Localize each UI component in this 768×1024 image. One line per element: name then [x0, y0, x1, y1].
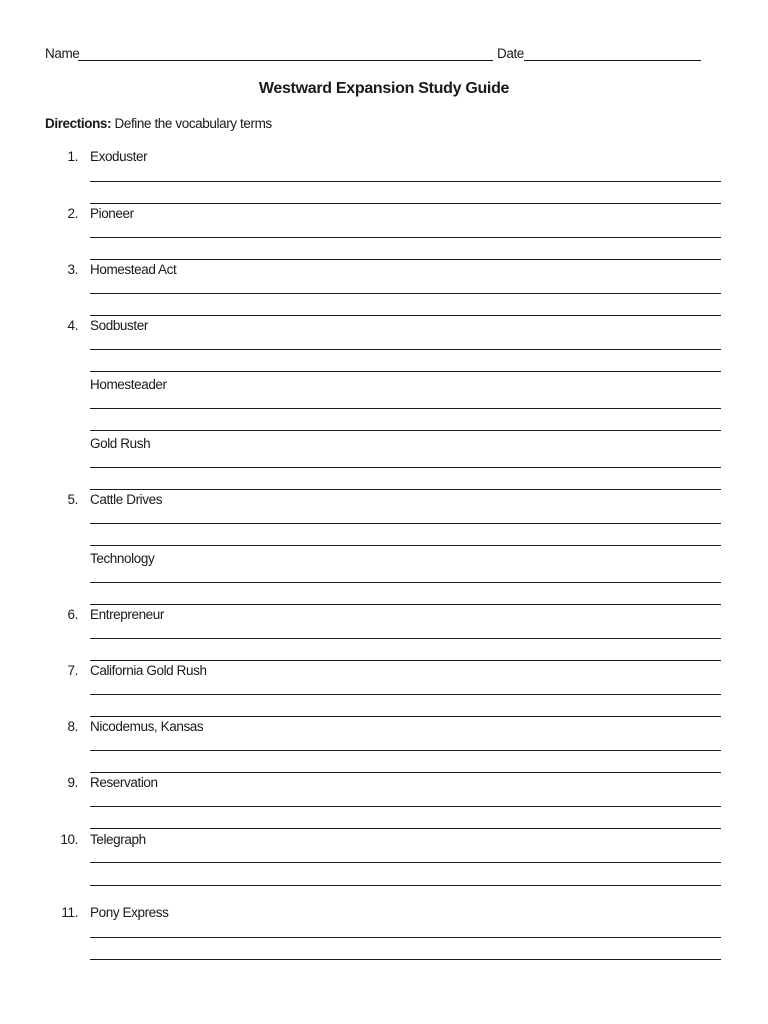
item-number: 3. — [67, 262, 78, 277]
answer-line[interactable] — [90, 604, 721, 605]
answer-line[interactable] — [90, 545, 721, 546]
name-label: Name — [45, 46, 80, 61]
item-number: 11. — [61, 905, 78, 920]
answer-line[interactable] — [90, 430, 721, 431]
directions-label: Directions: — [45, 116, 112, 131]
item-term: Technology — [90, 551, 155, 566]
item-term: California Gold Rush — [90, 663, 207, 678]
item-term: Pony Express — [90, 905, 169, 920]
item-number: 6. — [67, 607, 78, 622]
directions — [45, 116, 272, 132]
item-term: Homesteader — [90, 377, 167, 392]
item-term: Homestead Act — [90, 262, 177, 277]
item-number: 1. — [67, 149, 78, 164]
item-number: 8. — [67, 719, 78, 734]
item-number: 7. — [67, 663, 78, 678]
item-number: 10. — [60, 832, 78, 847]
answer-line[interactable] — [90, 828, 721, 829]
item-term: Pioneer — [90, 206, 134, 221]
date-label: Date — [497, 46, 524, 61]
item-term: Exoduster — [90, 149, 148, 164]
answer-line[interactable] — [90, 293, 721, 294]
answer-line[interactable] — [90, 638, 721, 639]
answer-line[interactable] — [90, 885, 721, 886]
item-term: Nicodemus, Kansas — [90, 719, 204, 734]
item-number: 4. — [67, 318, 78, 333]
answer-line[interactable] — [90, 716, 721, 717]
item-term: Reservation — [90, 775, 158, 790]
answer-line[interactable] — [90, 259, 721, 260]
answer-line[interactable] — [90, 523, 721, 524]
item-number: 5. — [67, 492, 78, 507]
answer-line[interactable] — [90, 489, 721, 490]
item-term: Entrepreneur — [90, 607, 164, 622]
answer-line[interactable] — [90, 660, 721, 661]
answer-line[interactable] — [90, 467, 721, 468]
answer-line[interactable] — [90, 408, 721, 409]
item-term: Gold Rush — [90, 436, 151, 451]
item-number: 2. — [67, 206, 78, 221]
answer-line[interactable] — [90, 349, 721, 350]
directions-text: Define the vocabulary terms — [114, 116, 272, 131]
answer-line[interactable] — [90, 862, 721, 863]
answer-line[interactable] — [90, 237, 721, 238]
name-field[interactable] — [78, 60, 493, 61]
answer-line[interactable] — [90, 694, 721, 695]
item-term: Telegraph — [90, 832, 146, 847]
answer-line[interactable] — [90, 959, 721, 960]
answer-line[interactable] — [90, 772, 721, 773]
answer-line[interactable] — [90, 203, 721, 204]
date-field[interactable] — [524, 60, 701, 61]
answer-line[interactable] — [90, 750, 721, 751]
item-term: Cattle Drives — [90, 492, 163, 507]
page-title: Westward Expansion Study Guide — [258, 80, 510, 97]
answer-line[interactable] — [90, 371, 721, 372]
item-number: 9. — [67, 775, 78, 790]
answer-line[interactable] — [90, 806, 721, 807]
answer-line[interactable] — [90, 582, 721, 583]
answer-line[interactable] — [90, 937, 721, 938]
item-term: Sodbuster — [90, 318, 148, 333]
answer-line[interactable] — [90, 181, 721, 182]
answer-line[interactable] — [90, 315, 721, 316]
